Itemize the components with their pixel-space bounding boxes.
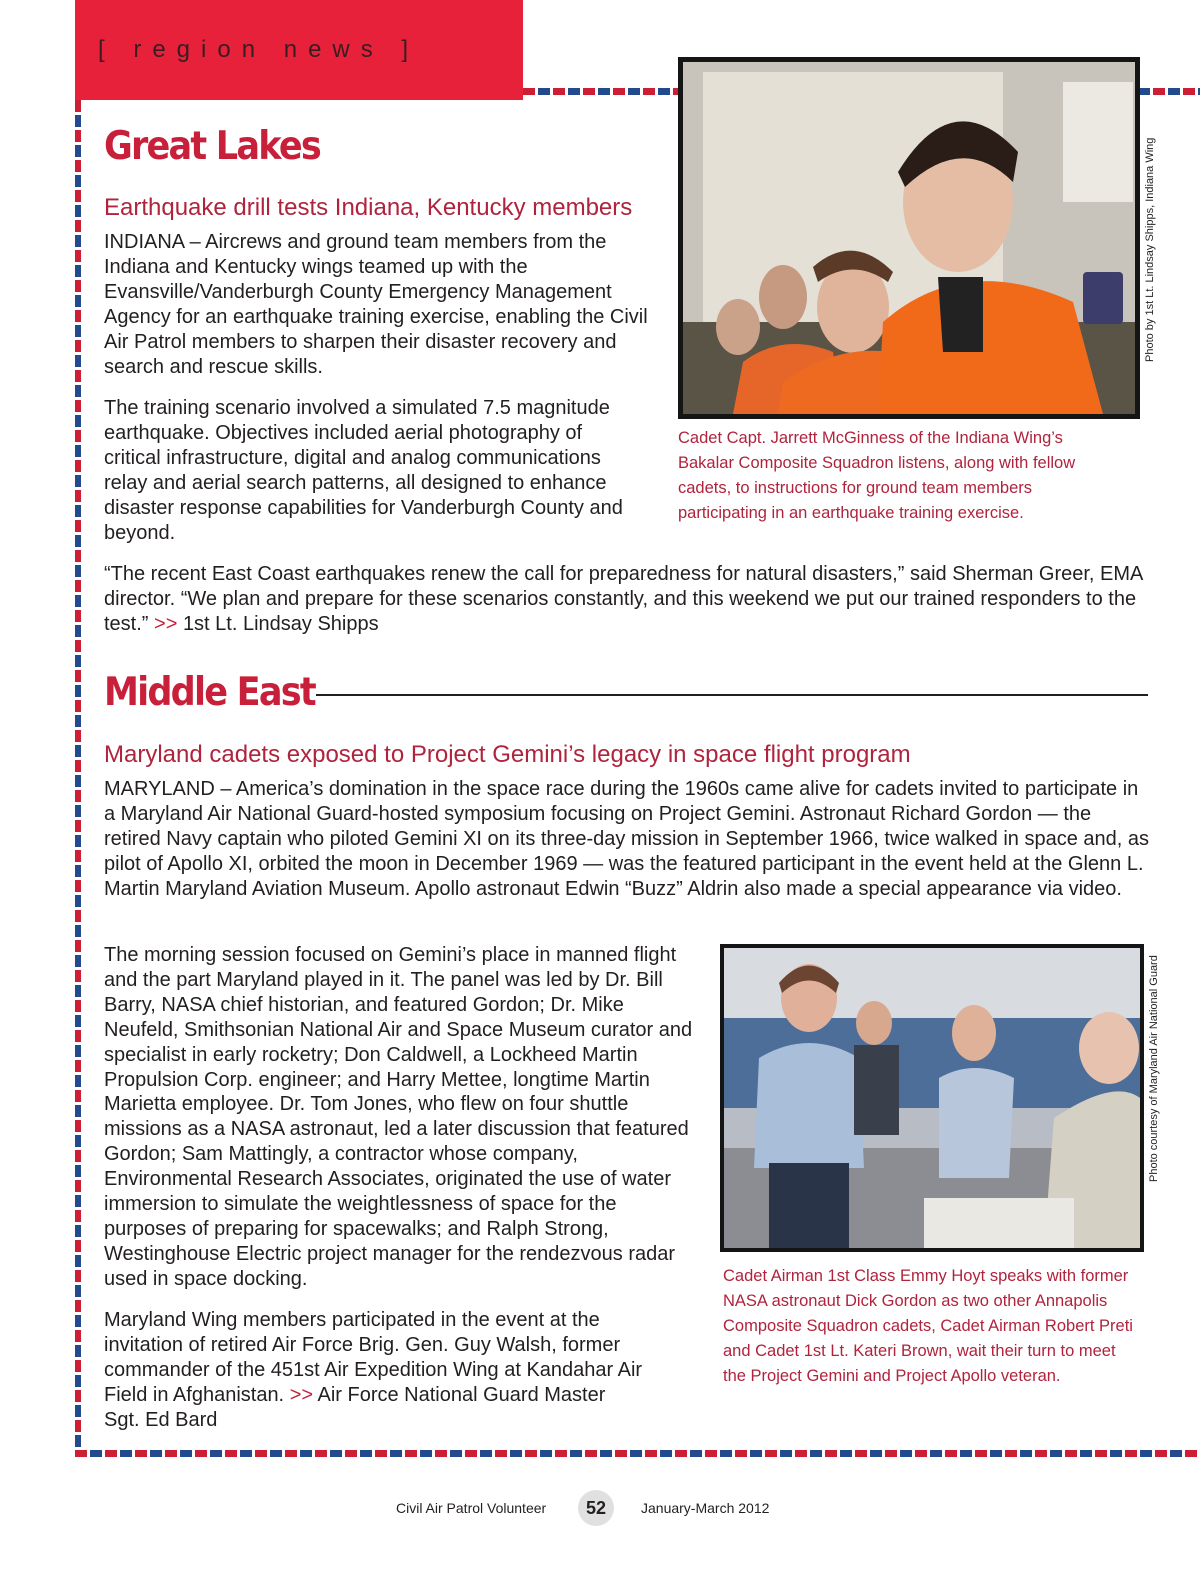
middle-east-paragraph-3 bbox=[104, 1308, 644, 1433]
quote-text: “The recent East Coast earthquakes renew the call for preparedness for natural disasters,” said Sherman Greer, EMA director. “We plan and prepare for these scenarios constantly, and this weekend we put our trained responders to the test.” bbox=[104, 563, 1143, 635]
photo-cadets-earthquake-drill bbox=[678, 57, 1140, 419]
great-lakes-paragraph-2: The training scenario involved a simulated 7.5 magnitude earthquake. Objectives included aerial photography of critical infrastructure, digital and analog communications relay and aerial search patterns, all designed to enhance disaster response capabilities for Vanderburgh County and beyond. bbox=[104, 397, 623, 544]
headline-project-gemini: Maryland cadets exposed to Project Gemini’s legacy in space flight program bbox=[104, 741, 911, 768]
caption-cadet-mcginness: Cadet Capt. Jarrett McGinness of the Indiana Wing’s Bakalar Composite Squadron listens, along with fellow cadets, to instructions for ground team members participating in an earthquake training exercise. bbox=[678, 429, 1076, 522]
photo-cadets-illustration bbox=[683, 62, 1135, 414]
region-title-great-lakes: Great Lakes bbox=[104, 124, 320, 169]
footer-publication: Civil Air Patrol Volunteer bbox=[396, 1500, 547, 1516]
left-border-stripe bbox=[75, 100, 81, 1456]
middle-east-paragraph-1: MARYLAND – America’s domination in the space race during the 1960s came alive for cadets invited to participate in a Maryland Air National Guard-hosted symposium focusing on Project Gemini. Astronaut Richard Gordon — the retired Navy captain who piloted Gemini XI on its three-day mission in September 1966, twice walked in space and, as pilot of Apollo XI, orbited the moon in December 1969 — was the featured participant in the event held at the Glenn L. Martin Maryland Aviation Museum. Apollo astronaut Edwin “Buzz” Aldrin also made a special appearance via video. bbox=[104, 778, 1149, 900]
great-lakes-paragraph-3 bbox=[104, 562, 1149, 637]
byline-arrow: >> bbox=[289, 1383, 314, 1406]
photo-museum-illustration bbox=[724, 948, 1140, 1248]
photo-credit-maryland: Photo courtesy of Maryland Air National Guard bbox=[1148, 955, 1160, 1182]
byline-author: Air Force National Guard Master Sgt. Ed Bard bbox=[104, 1383, 606, 1431]
photo-credit-indiana: Photo by 1st Lt. Lindsay Shipps, Indiana Wing bbox=[1144, 137, 1156, 362]
footer-issue-date: January-March 2012 bbox=[641, 1500, 770, 1516]
caption-cadet-hoyt: Cadet Airman 1st Class Emmy Hoyt speaks with former NASA astronaut Dick Gordon as two other Annapolis Composite Squadron cadets, Cadet Airman Robert Preti and Cadet 1st Lt. Kateri Brown, wait their turn to meet the Project Gemini and Project Apollo veteran. bbox=[723, 1267, 1133, 1385]
great-lakes-paragraph-1: INDIANA – Aircrews and ground team members from the Indiana and Kentucky wings teamed up with the Evansville/Vanderburgh County Emergency Management Agency for an earthquake training exercise, enabling the Civil Air Patrol members to sharpen their disaster recovery and search and rescue skills. bbox=[104, 231, 648, 378]
section-divider-rule bbox=[316, 694, 1148, 696]
region-title-middle-east: Middle East bbox=[104, 670, 315, 715]
page-number: 52 bbox=[578, 1490, 614, 1526]
photo-cadets-astronaut-gordon bbox=[720, 944, 1144, 1252]
middle-east-paragraph-2: The morning session focused on Gemini’s place in manned flight and the part Maryland played in it. The panel was led by Dr. Bill Barry, NASA chief historian, and featured Gordon; Dr. Mike Neufeld, Smithsonian National Air and Space Museum curator and specialist in early rocketry; Don Caldwell, a Lockheed Martin Propulsion Corp. engineer; and Harry Mettee, longtime Martin Marietta employee. Dr. Tom Jones, who flew on four shuttle missions as a NASA astronaut, led a later discussion that featured Gordon; Sam Mattingly, a contractor whose company, Environmental Research Associates, originated the use of water immersion to simulate the weightlessness of space for the purposes of preparing for spacewalks; and Ralph Strong, Westinghouse Electric project manager for the rendezvous radar used in space docking. bbox=[104, 944, 693, 1290]
byline-author: 1st Lt. Lindsay Shipps bbox=[182, 612, 379, 635]
headline-earthquake-drill: Earthquake drill tests Indiana, Kentucky members bbox=[104, 194, 633, 221]
closing-text: Maryland Wing members participated in the event at the invitation of retired Air Force Brig. Gen. Guy Walsh, former commander of the 451st Air Expedition Wing at Kandahar Air Field in Afghanistan. bbox=[104, 1309, 643, 1406]
byline-arrow: >> bbox=[154, 612, 178, 635]
bottom-border-stripe bbox=[75, 1450, 1200, 1457]
section-tab-label: [ region news ] bbox=[98, 36, 420, 63]
